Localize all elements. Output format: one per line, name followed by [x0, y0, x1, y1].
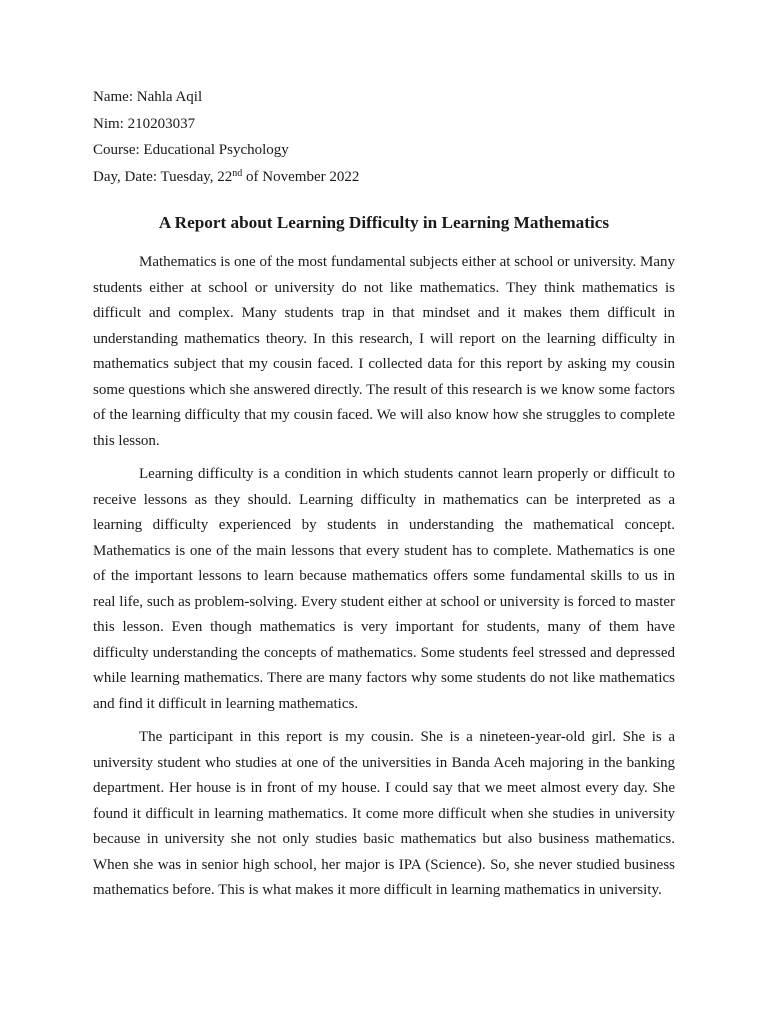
- report-title: A Report about Learning Difficulty in Learning Mathematics: [158, 213, 610, 232]
- date-suffix: of November 2022: [242, 168, 360, 185]
- student-name: Name: Nahla Aqil: [93, 89, 203, 105]
- body-paragraph-3: The participant in this report is my cousin. She is a nineteen-year-old girl. She is a university student who studies at one of the universities in Banda Aceh majoring in the banking department. Her house is in front of my house. I could say that we meet almost every day. She found it difficult in learning mathematics. It come more difficult when she studies in university because in university she not only studies basic mathematics but also business mathematics. When she was in senior high school, her major is IPA (Science). So, she never studied business mathematics before. This is what makes it more difficult in learning mathematics in university.: [93, 729, 675, 898]
- course-name: Course: Educational Psychology: [93, 142, 289, 158]
- report-date: [93, 164, 675, 191]
- document-page: [93, 84, 675, 904]
- body-paragraph-2: Learning difficulty is a condition in which students cannot learn properly or difficult to receive lessons as they should. Learning difficulty in mathematics can be interpreted as a learning difficulty experienced by students in understanding the mathematical concept. Mathematics is one of the main lessons that every student has to complete. Mathematics is one of the important lessons to learn because mathematics offers some fundamental skills to us in real life, such as problem-solving. Every student either at school or university is forced to master this lesson. Even though mathematics is very important for students, many of them have difficulty understanding the concepts of mathematics. Some students feel stressed and depressed while learning mathematics. There are many factors why some students do not like mathematics and find it difficult in learning mathematics.: [93, 466, 675, 712]
- date-prefix: Day, Date: Tuesday, 22: [93, 168, 233, 185]
- body-paragraph-1: Mathematics is one of the most fundamental subjects either at school or university. Many students either at school or university do not like mathematics. They think mathematics is difficult and complex. Many students trap in that mindset and it makes them difficult in understanding mathematics theory. In this research, I will report on the learning difficulty in mathematics subject that my cousin faced. I collected data for this report by asking my cousin some questions which she answered directly. The result of this research is we know some factors of the learning difficulty that my cousin faced. We will also know how she struggles to complete this lesson.: [93, 254, 675, 449]
- date-ordinal-suffix: nd: [232, 167, 243, 179]
- student-nim: Nim: 210203037: [93, 115, 196, 132]
